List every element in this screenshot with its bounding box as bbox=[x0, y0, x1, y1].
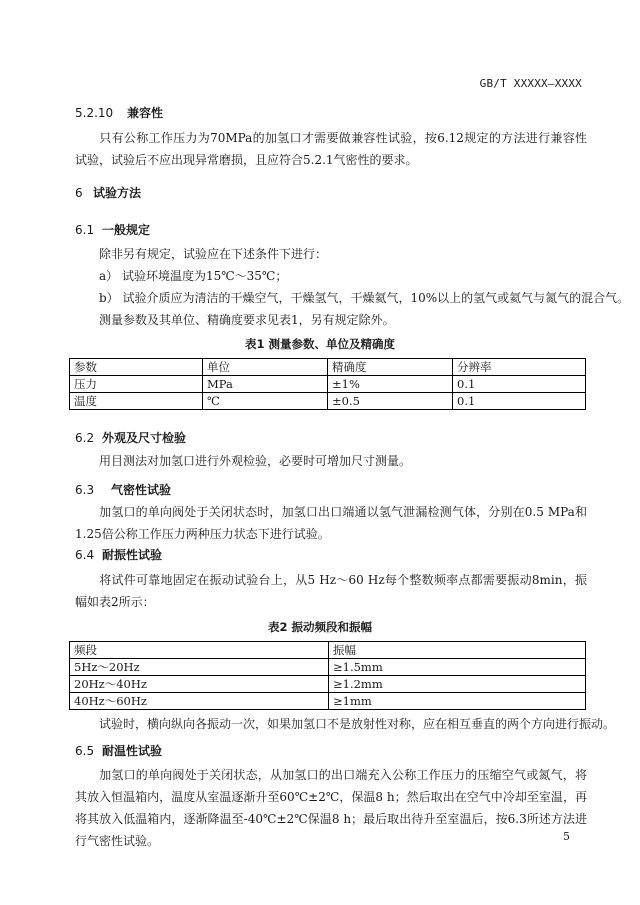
table2-caption: 表2 振动频段和振幅 bbox=[267, 620, 372, 634]
table-cell: 40Hz～60Hz bbox=[70, 693, 329, 710]
section-title: 气密性试验 bbox=[111, 483, 172, 497]
section-6-4-heading bbox=[75, 546, 162, 563]
section-title: 试验方法 bbox=[93, 186, 142, 200]
table-header-cell: 振幅 bbox=[329, 642, 586, 659]
section-6-3-body bbox=[75, 501, 587, 545]
measurement-note: 测量参数及其单位、精确度要求见表1，另有规定除外。 bbox=[99, 313, 395, 327]
table-cell: 温度 bbox=[70, 393, 203, 410]
table-cell: 压力 bbox=[70, 376, 203, 393]
table-cell: 0.1 bbox=[453, 393, 586, 410]
table-cell: ≥1.5mm bbox=[329, 659, 586, 676]
table-header-cell: 参数 bbox=[70, 359, 203, 376]
section-title: 耐振性试验 bbox=[102, 548, 163, 562]
section-6-1-heading bbox=[75, 221, 150, 238]
paragraph-text: 加氢口的单向阀处于关闭状态，从加氢口的出口端充入公称工作压力的压缩空气或氮气，将其放入恒温箱内，温度从室温逐渐升至60℃±2℃，保温8 h；然后取出在空气中冷却至室温，再将其放入低温箱内，逐渐降温至-40℃±2℃保温8 h；最后取出待升至室温后，按6.3所述方法进行气密性试验。 bbox=[75, 768, 587, 848]
conditions-intro: 除非另有规定，试验应在下述条件下进行： bbox=[99, 247, 328, 261]
document-code: GB/T XXXXX—XXXX bbox=[479, 77, 582, 90]
section-number: 6.4 bbox=[75, 548, 95, 562]
table-cell: 5Hz～20Hz bbox=[70, 659, 329, 676]
table-row bbox=[70, 393, 586, 410]
section-number: 6.2 bbox=[75, 431, 95, 445]
table-cell: ±0.5 bbox=[328, 393, 453, 410]
table-header-cell: 分辨率 bbox=[453, 359, 586, 376]
section-number: 6.3 bbox=[75, 483, 95, 497]
paragraph-text: 只有公称工作压力为70MPa的加氢口才需要做兼容性试验，按6.12规定的方法进行兼容性试验，试验后不应出现异常磨损，且应符合5.2.1气密性的要求。 bbox=[75, 131, 587, 167]
section-5-2-10-heading bbox=[75, 104, 163, 121]
table-cell: ±1% bbox=[328, 376, 453, 393]
section-5-2-10-body bbox=[75, 127, 587, 171]
paragraph-text: 将试件可靠地固定在振动试验台上，从5 Hz～60 Hz每个整数频率点都需要振动8min，振幅如表2所示： bbox=[75, 573, 587, 609]
vibration-note: 试验时，横向纵向各振动一次，如果加氢口不是放射性对称，应在相互垂直的两个方向进行振动。 bbox=[99, 717, 616, 731]
section-title: 耐温性试验 bbox=[102, 744, 163, 758]
section-number: 6.1 bbox=[75, 223, 95, 237]
table-header-cell: 精确度 bbox=[328, 359, 453, 376]
condition-item-a: a） 试验环境温度为15℃～35℃； bbox=[99, 269, 288, 283]
section-title: 外观及尺寸检验 bbox=[102, 431, 187, 445]
section-6-4-body bbox=[75, 569, 587, 613]
section-number: 5.2.10 bbox=[75, 106, 114, 120]
section-6-2-body: 用目测法对加氢口进行外观检验，必要时可增加尺寸测量。 bbox=[99, 454, 412, 468]
table-cell: ≥1.2mm bbox=[329, 676, 586, 693]
section-6-3-heading bbox=[75, 481, 171, 498]
table-header-cell: 频段 bbox=[70, 642, 329, 659]
page-number: 5 bbox=[563, 830, 570, 843]
table-row bbox=[70, 676, 586, 693]
table1-caption: 表1 测量参数、单位及精确度 bbox=[244, 337, 395, 351]
section-number: 6.5 bbox=[75, 744, 95, 758]
section-6-2-heading bbox=[75, 429, 186, 446]
paragraph-text: 加氢口的单向阀处于关闭状态时，加氢口出口端通以氢气泄漏检测气体，分别在0.5 MPa和1.25倍公称工作压力两种压力状态下进行试验。 bbox=[75, 505, 587, 541]
table-cell: 20Hz～40Hz bbox=[70, 676, 329, 693]
table-row bbox=[70, 659, 586, 676]
section-6-5-heading bbox=[75, 742, 162, 759]
section-title: 一般规定 bbox=[102, 223, 151, 237]
section-6-5-body bbox=[75, 764, 587, 852]
table-row bbox=[70, 693, 586, 710]
table2 bbox=[69, 641, 586, 710]
table-cell: MPa bbox=[203, 376, 328, 393]
table-header-row bbox=[70, 642, 586, 659]
table-cell: ≥1mm bbox=[329, 693, 586, 710]
table1 bbox=[69, 358, 586, 410]
section-title: 兼容性 bbox=[127, 106, 164, 120]
condition-item-b: b） 试验介质应为清洁的干燥空气，干燥氢气，干燥氦气，10%以上的氢气或氦气与氮气的混合气。 bbox=[99, 291, 630, 305]
section-number: 6 bbox=[75, 186, 83, 200]
table-header-row bbox=[70, 359, 586, 376]
table-header-cell: 单位 bbox=[203, 359, 328, 376]
table-row bbox=[70, 376, 586, 393]
table-cell: 0.1 bbox=[453, 376, 586, 393]
table-cell: ℃ bbox=[203, 393, 328, 410]
section-6-heading bbox=[75, 184, 141, 201]
